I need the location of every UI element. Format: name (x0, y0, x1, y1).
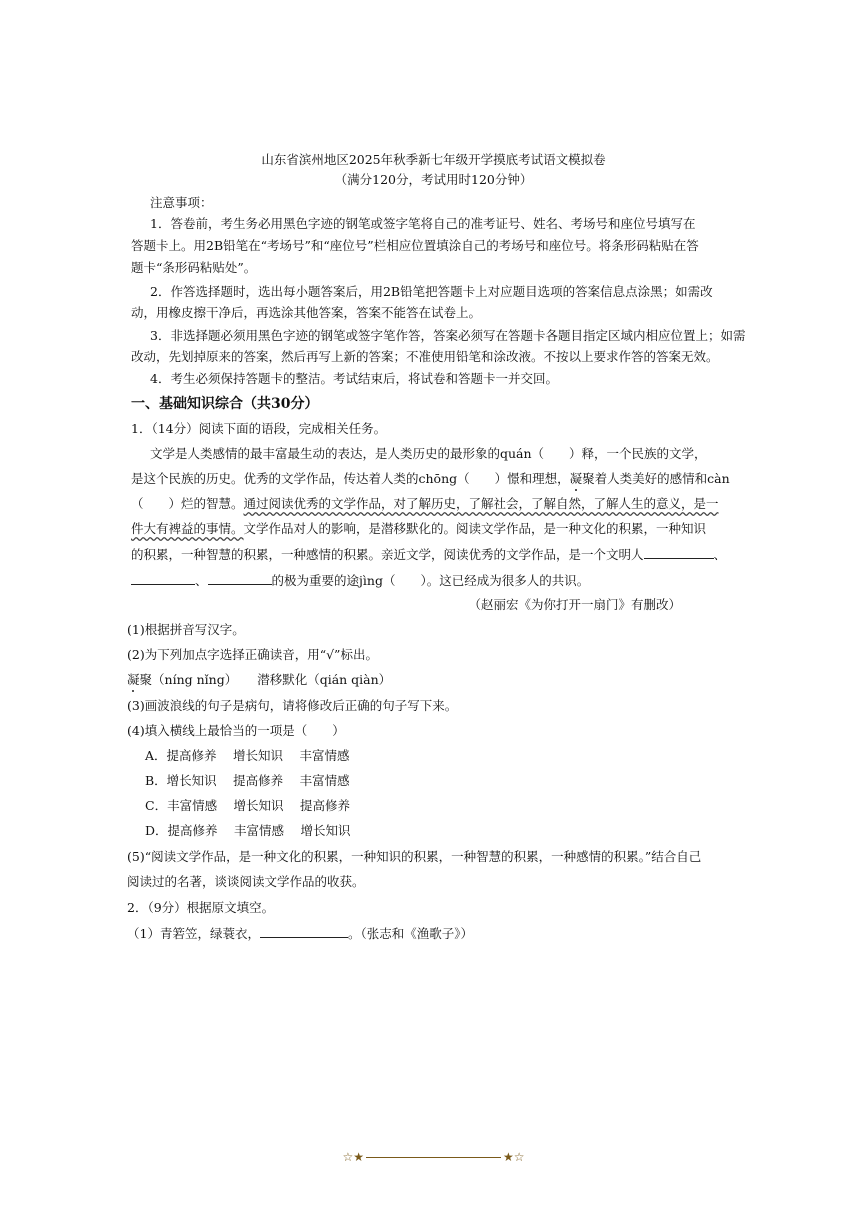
passage-source: （赵丽宏《为你打开一扇门》有删改） (468, 597, 681, 612)
dotted-character: 凝 (127, 672, 140, 687)
passage-line-3 (131, 496, 719, 512)
question-text: （1）青箬笠，绿蓑衣， (127, 926, 260, 941)
star-ornament-icon: ☆★ (342, 1150, 364, 1164)
notice-item-1-line-3: 题卡“条形码粘贴处”。 (131, 260, 257, 275)
document-title: 山东省滨州地区2025年秋季新七年级开学摸底考试语文模拟卷 (261, 152, 606, 167)
passage-line-2 (131, 471, 730, 487)
pronunciation-option-1: 聚（níng nǐng） (139, 672, 238, 687)
pronunciation-options (127, 672, 391, 688)
passage-text: 是这个民族的历史。优秀的文学作品，传达着人类的chōng（ ）憬和理想， (131, 471, 570, 486)
passage-line-4 (131, 521, 706, 537)
passage-line-1: 文学是人类感情的最丰富最生动的表达，是人类历史的最形象的quán（ ）释，一个民族的文学， (150, 446, 707, 461)
star-ornament-icon: ★☆ (503, 1150, 525, 1164)
option-d[interactable]: D．提高修养 丰富情感 增长知识 (145, 823, 351, 838)
wavy-underlined-sentence: 件大有裨益的事情。 (131, 521, 244, 536)
notice-item-2-line-2: 动，用橡皮擦干净后，再选涂其他答案，答案不能答在试卷上。 (131, 305, 482, 320)
question-2-stem: 2．（9分）根据原文填空。 (127, 900, 275, 915)
dotted-character: 凝 (569, 471, 583, 486)
passage-text: 聚着人类美好的感情和càn (582, 471, 730, 486)
notice-item-2-line-1: 2．作答选择题时，选出每小题答案后，用2B铅笔把答题卡上对应题目选项的答案信息点涂黑；如需改 (150, 284, 713, 299)
question-text: 。（张志和《渔歌子》） (347, 926, 473, 941)
notice-item-1-line-1: 1．答卷前，考生务必用黑色字迹的钢笔或签字笔将自己的准考证号、姓名、考场号和座位号填写在 (150, 216, 696, 231)
option-a[interactable]: A．提高修养 增长知识 丰富情感 (145, 748, 350, 763)
sub-question-2: (2)为下列加点字选择正确读音，用“√”标出。 (127, 647, 378, 662)
notice-item-1-line-2: 答题卡上。用2B铅笔在“考场号”和“座位号”栏相应位置填涂自己的考场号和座位号。将条形码粘贴在答 (131, 238, 699, 253)
passage-text: 文学作品对人的影响，是潜移默化的。阅读文学作品，是一种文化的积累，一种知识 (243, 521, 707, 536)
answer-blank[interactable] (260, 925, 348, 938)
passage-text: 、 (713, 547, 727, 562)
passage-line-6 (131, 572, 589, 589)
notice-item-3-line-1: 3．非选择题必须用黑色字迹的钢笔或签字笔作答，答案必须写在答题卡各题目指定区域内相应位置上；如需 (150, 328, 746, 343)
pronunciation-option-2: 潜移默化（qián qiàn） (257, 672, 392, 687)
page-footer (0, 1150, 867, 1164)
sub-question-5-line-1: (5)“阅读文学作品，是一种文化的积累，一种知识的积累，一种智慧的积累，一种感情的积累。”结合自己 (127, 849, 702, 864)
notice-item-4: 4．考生必须保持答题卡的整洁。考试结束后，将试卷和答题卡一并交回。 (150, 371, 558, 386)
section-heading: 一、基础知识综合（共30分） (131, 396, 319, 412)
sub-question-3: (3)画波浪线的句子是病句，请将修改后正确的句子写下来。 (127, 698, 458, 713)
notice-item-3-line-2: 改动，先划掉原来的答案，然后再写上新的答案；不准使用铅笔和涂改液。不按以上要求作答的答案无效。 (131, 349, 719, 364)
passage-line-5 (131, 546, 726, 563)
sub-question-1: (1)根据拼音写汉字。 (127, 622, 245, 637)
option-c[interactable]: C．丰富情感 增长知识 提高修养 (145, 798, 351, 813)
sub-question-4: (4)填入横线上最恰当的一项是（ ） (127, 723, 345, 738)
document-subtitle: （满分120分，考试用时120分钟） (334, 172, 533, 187)
sub-question-5-line-2: 阅读过的名著，谈谈阅读文学作品的收获。 (127, 874, 365, 889)
answer-blank[interactable] (208, 572, 272, 585)
passage-text: 的积累，一种智慧的积累，一种感情的积累。亲近文学，阅读优秀的文学作品，是一个文明人 (131, 547, 644, 562)
answer-blank[interactable] (131, 572, 195, 585)
passage-text: （ ）烂的智慧。 (131, 496, 244, 511)
notice-heading: 注意事项： (150, 195, 213, 210)
question-2-item-1 (127, 925, 473, 942)
wavy-underlined-sentence: 通过阅读优秀的文学作品，对了解历史，了解社会，了解自然，了解人生的意义，是一 (243, 496, 719, 511)
passage-text: 、 (195, 573, 208, 588)
footer-rule (366, 1157, 501, 1158)
passage-text: 的极为重要的途jìng（ ）。这已经成为很多人的共识。 (271, 573, 590, 588)
option-b[interactable]: B．增长知识 提高修养 丰富情感 (145, 773, 350, 788)
answer-blank[interactable] (644, 546, 714, 559)
question-1-stem: 1．（14分）阅读下面的语段，完成相关任务。 (131, 421, 387, 436)
